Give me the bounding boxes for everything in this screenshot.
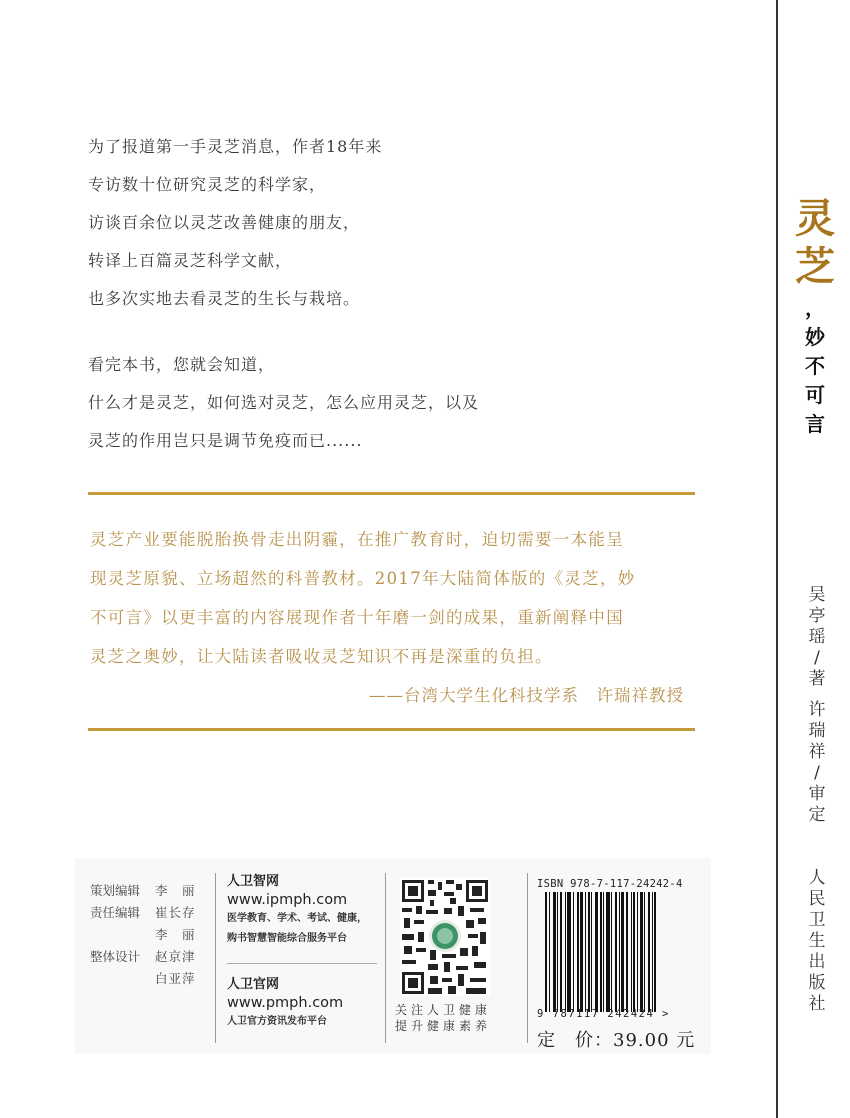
intro-line: 访谈百余位以灵芝改善健康的朋友， bbox=[88, 213, 361, 232]
website-divider bbox=[227, 963, 377, 964]
vertical-divider bbox=[215, 873, 216, 1043]
quote-line: 不可言》以更丰富的内容展现作者十年磨一剑的成果，重新阐释中国 bbox=[90, 608, 624, 627]
subtitle-char: 可 bbox=[805, 383, 825, 407]
credit-role: 整体设计 bbox=[90, 949, 141, 964]
isbn-label: ISBN 978-7-117-24242-4 bbox=[537, 878, 683, 890]
subtitle-char: 妙 bbox=[805, 325, 825, 349]
gold-divider-bottom bbox=[88, 728, 695, 731]
intro-text bbox=[88, 128, 479, 460]
publisher-char: 民 bbox=[808, 889, 826, 909]
credit-role: 责任编辑 bbox=[90, 905, 141, 920]
publisher-char: 人 bbox=[808, 868, 826, 888]
credit-name: 李 丽 bbox=[155, 927, 196, 942]
author-char: 瑶 bbox=[808, 627, 826, 647]
credit-names bbox=[155, 902, 196, 946]
reviewer-char: / bbox=[814, 763, 820, 783]
qr-code-icon[interactable] bbox=[400, 878, 490, 996]
barcode-digits: 9 787117 242424 > bbox=[537, 1008, 670, 1020]
credit-names bbox=[155, 946, 196, 990]
qr-caption: 提升健康素养 bbox=[395, 1019, 492, 1033]
author-char: 吴 bbox=[808, 585, 826, 605]
reviewer-char: 许 bbox=[808, 700, 826, 720]
website-url-link[interactable]: www.ipmph.com bbox=[227, 892, 348, 908]
subtitle-char: 言 bbox=[805, 412, 825, 436]
qr-caption: 关注人卫健康 bbox=[395, 1003, 492, 1017]
intro-line: 转译上百篇灵芝科学文献， bbox=[88, 251, 293, 270]
paragraph-gap bbox=[88, 318, 479, 346]
vertical-divider bbox=[527, 873, 528, 1043]
intro-line: 为了报道第一手灵芝消息，作者18年来 bbox=[88, 137, 383, 156]
spine-divider bbox=[776, 0, 778, 1118]
barcode-section bbox=[537, 878, 709, 1052]
website-url-link[interactable]: www.pmph.com bbox=[227, 995, 344, 1011]
quote-line: 现灵芝原貌、立场超然的科普教材。2017年大陆简体版的《灵芝，妙 bbox=[90, 569, 636, 588]
website-desc: 人卫官方资讯发布平台 bbox=[227, 1016, 327, 1027]
publisher-char: 出 bbox=[808, 952, 826, 972]
spine-publisher bbox=[802, 868, 832, 1015]
author-char: / bbox=[814, 648, 820, 668]
credit-name: 李 丽 bbox=[155, 883, 196, 898]
credit-name: 崔长存 bbox=[155, 905, 196, 920]
price-label: 定 价：39.00 元 bbox=[537, 1030, 696, 1051]
credit-row bbox=[90, 880, 196, 902]
intro-line: 也多次实地去看灵芝的生长与栽培。 bbox=[88, 289, 361, 308]
website-desc: 购书智慧智能综合服务平台 bbox=[227, 933, 347, 944]
spine-reviewer bbox=[802, 700, 832, 826]
credit-row bbox=[90, 902, 196, 946]
author-char: 著 bbox=[808, 669, 826, 689]
gold-divider-top bbox=[88, 492, 695, 495]
vertical-divider bbox=[385, 873, 386, 1043]
reviewer-char: 审 bbox=[808, 784, 826, 804]
spine-title bbox=[793, 195, 837, 436]
subtitle-char: ， bbox=[805, 296, 825, 320]
author-char: 亭 bbox=[808, 606, 826, 626]
credit-name: 赵京津 bbox=[155, 949, 196, 964]
endorsement-quote bbox=[90, 520, 690, 715]
publisher-char: 版 bbox=[808, 973, 826, 993]
subtitle-char: 不 bbox=[805, 354, 825, 378]
quote-line: 灵芝产业要能脱胎换骨走出阴霾，在推广教育时，迫切需要一本能呈 bbox=[90, 530, 624, 549]
reviewer-char: 祥 bbox=[808, 742, 826, 762]
quote-attribution: ——台湾大学生化科技学系 许瑞祥教授 bbox=[369, 686, 684, 705]
credit-row bbox=[90, 946, 196, 990]
reviewer-char: 瑞 bbox=[808, 721, 826, 741]
intro-line: 什么才是灵芝，如何选对灵芝，怎么应用灵芝，以及 bbox=[88, 393, 480, 412]
credit-names bbox=[155, 880, 196, 902]
publication-info-block bbox=[75, 858, 711, 1054]
publisher-char: 生 bbox=[808, 931, 826, 951]
credit-role: 策划编辑 bbox=[90, 883, 141, 898]
intro-line: 看完本书，您就会知道， bbox=[88, 355, 276, 374]
intro-line: 灵芝的作用岂只是调节免疫而已...... bbox=[88, 431, 363, 450]
title-char: 灵 bbox=[795, 195, 835, 242]
title-char: 芝 bbox=[795, 243, 835, 290]
website-title: 人卫官网 bbox=[227, 977, 280, 992]
websites bbox=[227, 873, 377, 1032]
website-title: 人卫智网 bbox=[227, 874, 280, 889]
publisher-char: 卫 bbox=[808, 910, 826, 930]
spine-author bbox=[802, 585, 832, 690]
credit-name: 白亚萍 bbox=[155, 971, 196, 986]
website-desc: 医学教育、学术、考试、健康， bbox=[227, 913, 367, 924]
reviewer-char: 定 bbox=[808, 805, 826, 825]
credits bbox=[90, 880, 196, 990]
barcode-icon bbox=[545, 892, 690, 1012]
qr-section bbox=[395, 878, 495, 1034]
publisher-char: 社 bbox=[808, 994, 826, 1014]
intro-line: 专访数十位研究灵芝的科学家， bbox=[88, 175, 327, 194]
quote-line: 灵芝之奥妙，让大陆读者吸收灵芝知识不再是深重的负担。 bbox=[90, 647, 553, 666]
